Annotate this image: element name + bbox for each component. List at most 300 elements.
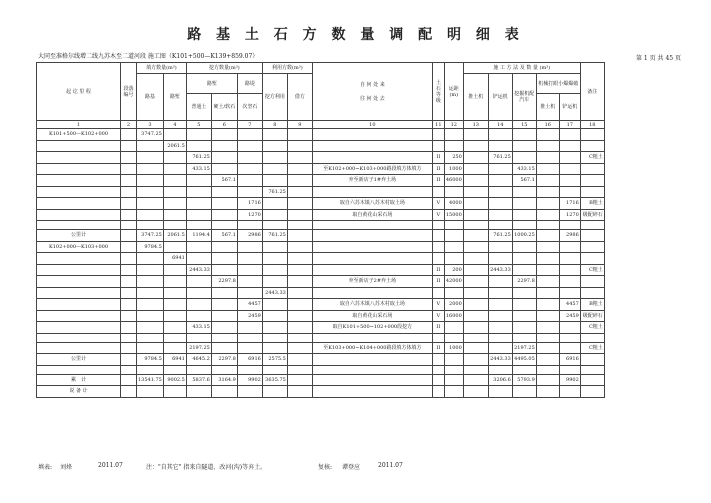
table-cell xyxy=(137,276,164,288)
table-cell: 3206.6 xyxy=(488,374,512,386)
table-cell xyxy=(536,198,559,210)
table-cell xyxy=(444,186,463,198)
table-cell xyxy=(432,253,444,265)
table-cell: 1000.25 xyxy=(512,230,536,242)
header-m4: 推土机 xyxy=(536,94,559,121)
table-cell xyxy=(488,287,512,299)
table-cell: II xyxy=(432,175,444,187)
table-cell xyxy=(488,322,512,334)
table-cell: 说 备 计 xyxy=(37,386,121,398)
table-cell xyxy=(211,333,237,342)
table-row xyxy=(37,209,605,221)
table-cell xyxy=(463,322,488,334)
table-cell xyxy=(287,129,312,141)
table-cell xyxy=(163,365,186,374)
table-cell xyxy=(237,342,262,354)
table-cell xyxy=(432,186,444,198)
table-cell xyxy=(580,333,604,342)
table-cell xyxy=(237,221,262,230)
table-cell xyxy=(444,221,463,230)
table-cell xyxy=(512,264,536,276)
table-cell xyxy=(37,253,121,265)
column-number: 11 xyxy=(432,121,444,129)
table-cell xyxy=(580,354,604,366)
table-cell xyxy=(559,276,580,288)
table-cell xyxy=(237,163,262,175)
table-cell xyxy=(488,163,512,175)
table-cell xyxy=(536,287,559,299)
table-cell xyxy=(559,386,580,398)
table-cell: II xyxy=(432,342,444,354)
table-cell: 2061.5 xyxy=(163,230,186,242)
table-cell xyxy=(186,198,211,210)
table-cell xyxy=(186,276,211,288)
table-cell xyxy=(463,365,488,374)
table-cell xyxy=(163,386,186,398)
table-cell xyxy=(186,221,211,230)
table-cell xyxy=(121,198,137,210)
table-cell xyxy=(211,129,237,141)
header-from: 自 何 处 来 xyxy=(359,81,385,88)
table-cell xyxy=(186,365,211,374)
column-number: 5 xyxy=(186,121,211,129)
table-cell: 761.25 xyxy=(488,230,512,242)
table-cell: II xyxy=(432,152,444,164)
table-cell xyxy=(312,264,432,276)
table-cell xyxy=(488,342,512,354)
checked-date: 2011.07 xyxy=(378,462,403,469)
header-haul-distance: 运距 (m) xyxy=(444,63,463,121)
table-cell: 2061.5 xyxy=(163,140,186,152)
table-cell xyxy=(432,129,444,141)
table-cell: B粗土 xyxy=(580,299,604,311)
table-cell xyxy=(121,333,137,342)
table-cell xyxy=(211,386,237,398)
column-number: 4 xyxy=(163,121,186,129)
table-cell: 433.15 xyxy=(186,322,211,334)
table-cell xyxy=(488,129,512,141)
table-cell xyxy=(211,152,237,164)
table-cell: 761.25 xyxy=(262,230,287,242)
table-cell xyxy=(163,221,186,230)
table-cell: 9784.5 xyxy=(137,354,164,366)
table-cell xyxy=(137,221,164,230)
table-cell xyxy=(237,140,262,152)
table-cell xyxy=(432,230,444,242)
header-m2: 铲运机 xyxy=(488,74,512,121)
table-cell: 761.25 xyxy=(262,186,287,198)
table-cell: 至K103+000~K104+000路段填方体填方 xyxy=(312,342,432,354)
table-cell xyxy=(580,287,604,299)
table-cell xyxy=(137,333,164,342)
table-cell xyxy=(432,333,444,342)
page-info: 第 1 页 共 45 页 xyxy=(636,55,681,62)
table-cell xyxy=(312,253,432,265)
table-cell xyxy=(512,140,536,152)
table-cell xyxy=(444,365,463,374)
table-cell xyxy=(262,310,287,322)
table-cell xyxy=(211,253,237,265)
table-cell xyxy=(287,276,312,288)
table-cell xyxy=(211,287,237,299)
header-use-volume: 利用方数(m³) xyxy=(262,63,312,74)
header-soil-grade: 土石等级 xyxy=(432,63,444,121)
table-cell xyxy=(186,241,211,253)
table-cell xyxy=(432,140,444,152)
table-cell xyxy=(287,175,312,187)
table-cell: 3747.25 xyxy=(137,230,164,242)
table-cell xyxy=(287,299,312,311)
table-cell xyxy=(463,276,488,288)
table-cell: 2443.33 xyxy=(186,264,211,276)
table-cell: C粗土 xyxy=(580,342,604,354)
table-cell xyxy=(121,186,137,198)
table-cell: 5837.6 xyxy=(186,374,211,386)
header-row-1 xyxy=(37,63,605,74)
table-cell xyxy=(163,163,186,175)
table-cell xyxy=(444,230,463,242)
table-row xyxy=(37,333,605,342)
table-cell xyxy=(432,287,444,299)
table-cell xyxy=(536,152,559,164)
table-cell: K102+000—K103+000 xyxy=(37,241,121,253)
table-cell xyxy=(312,386,432,398)
table-cell xyxy=(488,299,512,311)
table-cell: 1270 xyxy=(237,209,262,221)
table-cell: 2297.8 xyxy=(512,276,536,288)
table-cell xyxy=(137,152,164,164)
table-cell: 2000 xyxy=(444,299,463,311)
table-cell xyxy=(137,140,164,152)
project-name: 大同至准格尔线增二线九苏木至二道河段 施工图（K101+500—K139+859.07） xyxy=(38,53,259,60)
column-number: 17 xyxy=(559,121,580,129)
table-cell xyxy=(512,386,536,398)
table-cell xyxy=(312,221,432,230)
table-cell xyxy=(163,209,186,221)
table-row xyxy=(37,175,605,187)
table-cell xyxy=(37,276,121,288)
header-m5: 铲运机 xyxy=(559,94,580,121)
table-cell xyxy=(186,140,211,152)
table-cell: V xyxy=(432,209,444,221)
table-cell xyxy=(432,365,444,374)
table-cell xyxy=(262,342,287,354)
column-number: 6 xyxy=(211,121,237,129)
table-cell: V xyxy=(432,310,444,322)
table-cell: 42000 xyxy=(444,276,463,288)
table-cell xyxy=(536,163,559,175)
table-cell: 9002.5 xyxy=(163,374,186,386)
table-cell xyxy=(444,333,463,342)
table-cell xyxy=(37,198,121,210)
table-cell: 2986 xyxy=(559,230,580,242)
column-number: 9 xyxy=(287,121,312,129)
table-cell xyxy=(163,241,186,253)
table-cell xyxy=(186,253,211,265)
table-cell xyxy=(536,374,559,386)
table-cell xyxy=(559,140,580,152)
table-cell xyxy=(432,386,444,398)
table-cell xyxy=(137,322,164,334)
table-cell xyxy=(237,287,262,299)
table-cell xyxy=(163,322,186,334)
table-cell xyxy=(237,241,262,253)
table-cell xyxy=(211,140,237,152)
table-body xyxy=(37,129,605,398)
table-cell xyxy=(512,333,536,342)
table-cell xyxy=(512,209,536,221)
table-cell xyxy=(312,333,432,342)
table-cell xyxy=(512,365,536,374)
table-cell xyxy=(137,310,164,322)
table-cell xyxy=(559,163,580,175)
table-cell xyxy=(463,299,488,311)
table-cell xyxy=(121,386,137,398)
table-cell xyxy=(262,152,287,164)
table-cell xyxy=(211,264,237,276)
table-cell xyxy=(163,342,186,354)
column-number: 2 xyxy=(121,121,137,129)
table-cell xyxy=(163,152,186,164)
table-cell: 16000 xyxy=(444,310,463,322)
header-fill-sub2: 路堑 xyxy=(163,74,186,121)
table-cell xyxy=(37,322,121,334)
table-cell: 4495.05 xyxy=(512,354,536,366)
header-fill-volume: 填方数量(m³) xyxy=(137,63,187,74)
table-row xyxy=(37,299,605,311)
table-cell xyxy=(287,386,312,398)
table-row xyxy=(37,354,605,366)
table-cell xyxy=(262,386,287,398)
table-cell: 2459 xyxy=(237,310,262,322)
table-cell xyxy=(463,209,488,221)
table-cell xyxy=(512,310,536,322)
table-cell xyxy=(536,253,559,265)
table-cell xyxy=(580,276,604,288)
table-cell: 250 xyxy=(444,152,463,164)
table-cell xyxy=(463,354,488,366)
table-cell xyxy=(37,152,121,164)
table-cell xyxy=(463,253,488,265)
table-cell xyxy=(580,241,604,253)
table-cell: 1716 xyxy=(559,198,580,210)
table-cell xyxy=(237,253,262,265)
table-cell xyxy=(287,241,312,253)
table-cell: 1000 xyxy=(444,163,463,175)
table-cell: B粗土 xyxy=(580,198,604,210)
table-cell: 累 计 xyxy=(37,374,121,386)
table-cell xyxy=(211,241,237,253)
table-cell xyxy=(488,365,512,374)
table-cell xyxy=(463,264,488,276)
table-cell xyxy=(488,276,512,288)
table-cell xyxy=(463,386,488,398)
table-cell xyxy=(237,276,262,288)
table-cell xyxy=(536,221,559,230)
table-cell xyxy=(186,129,211,141)
table-cell xyxy=(37,287,121,299)
table-cell xyxy=(536,342,559,354)
table-cell: 4457 xyxy=(237,299,262,311)
table-cell xyxy=(163,175,186,187)
table-cell: 567.1 xyxy=(211,230,237,242)
header-cut-sub1: 普通土 xyxy=(186,94,211,121)
table-cell xyxy=(137,253,164,265)
table-cell xyxy=(432,354,444,366)
table-cell xyxy=(444,287,463,299)
table-cell xyxy=(536,386,559,398)
table-cell xyxy=(488,253,512,265)
table-cell xyxy=(559,253,580,265)
table-cell xyxy=(559,365,580,374)
table-cell: 2197.25 xyxy=(512,342,536,354)
header-cut-sub3: 次坚石 xyxy=(237,94,262,121)
table-cell xyxy=(121,253,137,265)
table-cell xyxy=(211,221,237,230)
table-cell xyxy=(559,175,580,187)
table-cell xyxy=(580,163,604,175)
table-cell xyxy=(121,152,137,164)
table-cell: 取自黄花山采石场 xyxy=(312,310,432,322)
column-number: 3 xyxy=(137,121,164,129)
table-cell xyxy=(237,186,262,198)
table-cell: 2443.33 xyxy=(488,354,512,366)
table-cell xyxy=(237,129,262,141)
table-cell: 弃至新店子1#弃土场 xyxy=(312,175,432,187)
table-cell xyxy=(37,140,121,152)
table-cell xyxy=(163,310,186,322)
table-cell xyxy=(559,152,580,164)
table-cell xyxy=(512,322,536,334)
table-cell xyxy=(287,253,312,265)
header-from-to xyxy=(312,63,432,121)
table-cell: K101+500—K102+000 xyxy=(37,129,121,141)
table-cell xyxy=(186,333,211,342)
table-cell xyxy=(580,221,604,230)
table-cell: 567.1 xyxy=(512,175,536,187)
page-title: 路 基 土 石 方 数 量 调 配 明 细 表 xyxy=(187,27,524,43)
table-cell xyxy=(559,241,580,253)
header-cut-sources: 路堑 xyxy=(186,74,237,94)
table-cell xyxy=(262,129,287,141)
table-cell xyxy=(432,221,444,230)
table-cell xyxy=(237,175,262,187)
table-row xyxy=(37,221,605,230)
table-cell xyxy=(262,198,287,210)
table-cell xyxy=(536,365,559,374)
table-cell xyxy=(287,209,312,221)
header-fill-borrow: 路堤 xyxy=(237,74,262,94)
table-cell xyxy=(137,287,164,299)
table-cell xyxy=(262,333,287,342)
table-cell xyxy=(463,374,488,386)
table-cell xyxy=(137,198,164,210)
table-cell xyxy=(463,175,488,187)
table-cell: II xyxy=(432,322,444,334)
table-cell xyxy=(287,230,312,242)
table-cell: 9902 xyxy=(237,374,262,386)
table-cell xyxy=(37,175,121,187)
table-cell xyxy=(512,253,536,265)
table-cell xyxy=(512,241,536,253)
header-use-sub1: 挖方利用 xyxy=(262,74,287,121)
table-cell xyxy=(163,198,186,210)
table-cell xyxy=(262,175,287,187)
table-row xyxy=(37,374,605,386)
table-row xyxy=(37,152,605,164)
table-cell xyxy=(559,186,580,198)
table-cell xyxy=(559,333,580,342)
table-cell xyxy=(121,209,137,221)
table-cell xyxy=(163,186,186,198)
table-cell xyxy=(463,163,488,175)
prepared-date: 2011.07 xyxy=(98,462,123,469)
table-cell xyxy=(463,342,488,354)
table-cell xyxy=(512,287,536,299)
header-cut-sub2: 硬土/软石 xyxy=(211,94,237,121)
table-row xyxy=(37,253,605,265)
table-cell xyxy=(121,322,137,334)
table-cell: 取自六苏木镇八苏木村取土场 xyxy=(312,198,432,210)
table-cell xyxy=(262,299,287,311)
table-cell xyxy=(580,365,604,374)
table-row xyxy=(37,241,605,253)
table-row xyxy=(37,342,605,354)
table-cell: 6941 xyxy=(163,253,186,265)
table-cell xyxy=(121,342,137,354)
table-cell xyxy=(186,310,211,322)
table-cell xyxy=(37,310,121,322)
column-number: 15 xyxy=(512,121,536,129)
table-cell xyxy=(186,386,211,398)
table-cell xyxy=(163,299,186,311)
table-cell: II xyxy=(432,276,444,288)
table-cell: 级配碎石 xyxy=(580,310,604,322)
checked-by: 谭登应 xyxy=(342,464,361,471)
table-cell: 3164.9 xyxy=(211,374,237,386)
table-cell xyxy=(536,186,559,198)
table-cell: 公里计 xyxy=(37,230,121,242)
header-to: 往 何 处 去 xyxy=(359,95,385,102)
table-cell xyxy=(580,374,604,386)
header-remarks: 备注 xyxy=(580,63,604,121)
table-cell: 433.15 xyxy=(186,163,211,175)
table-cell: V xyxy=(432,299,444,311)
table-cell xyxy=(463,241,488,253)
prepared-label: 填表: xyxy=(38,464,53,471)
table-cell xyxy=(312,287,432,299)
table-cell xyxy=(536,354,559,366)
table-cell xyxy=(432,374,444,386)
table-cell xyxy=(262,163,287,175)
table-cell: 6916 xyxy=(559,354,580,366)
table-cell xyxy=(444,129,463,141)
table-cell xyxy=(580,386,604,398)
column-number: 13 xyxy=(463,121,488,129)
table-cell: C粗土 xyxy=(580,322,604,334)
table-cell: 46000 xyxy=(444,175,463,187)
table-cell xyxy=(287,342,312,354)
table-cell xyxy=(121,354,137,366)
table-cell xyxy=(163,287,186,299)
table-cell xyxy=(312,230,432,242)
table-cell: II xyxy=(432,264,444,276)
column-number-row xyxy=(37,121,605,129)
table-cell xyxy=(536,322,559,334)
header-cut-volume: 挖方数量(m³) xyxy=(186,63,262,74)
table-cell xyxy=(121,221,137,230)
checked-label: 复核: xyxy=(318,464,333,471)
